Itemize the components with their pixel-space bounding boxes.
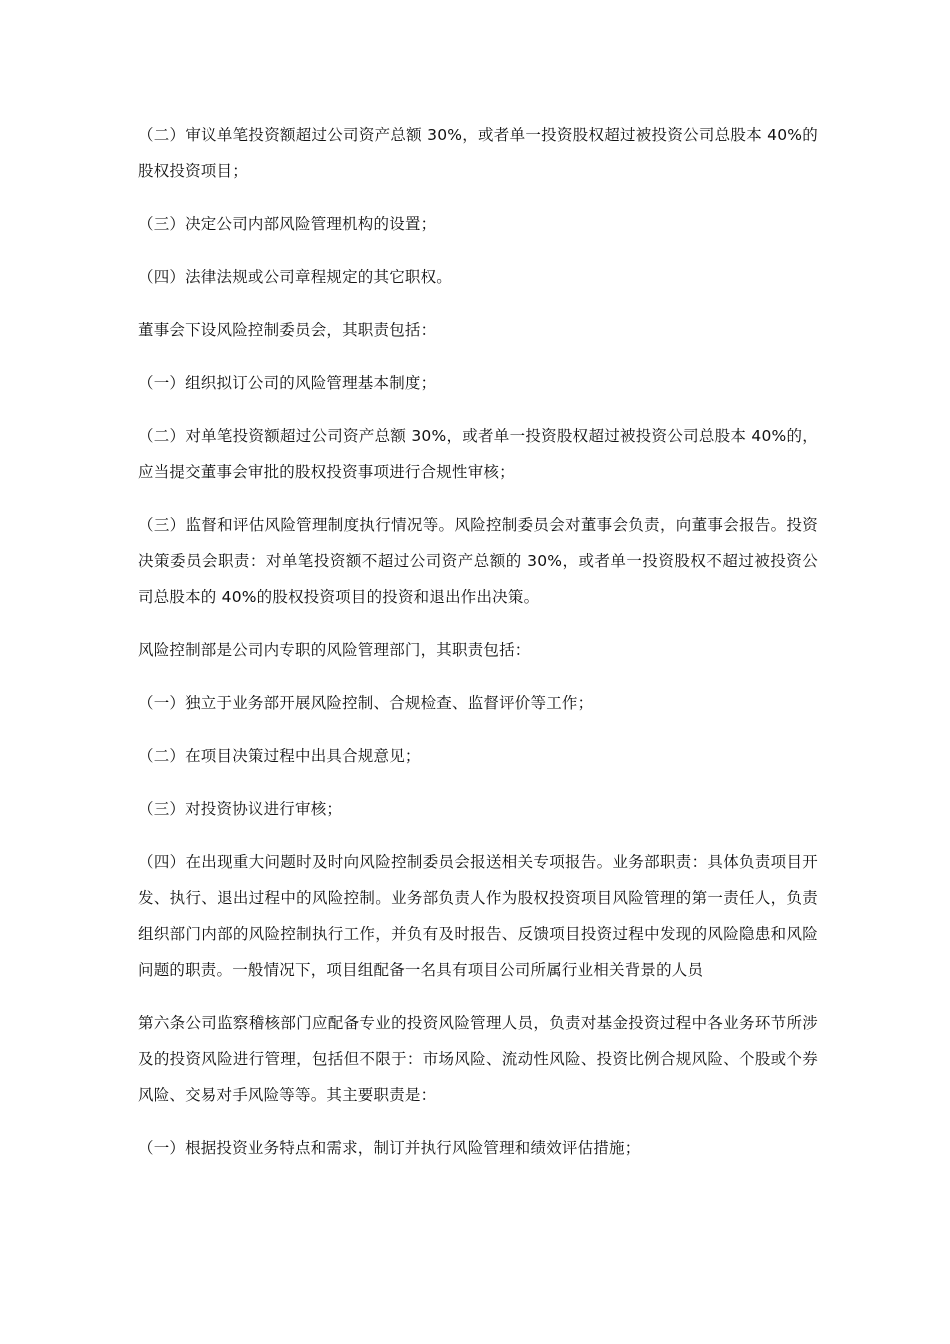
- paragraph-article-6-item-1: （一）根据投资业务特点和需求，制订并执行风险管理和绩效评估措施；: [138, 1139, 641, 1157]
- document-body: [138, 117, 818, 1183]
- paragraph-risk-department-item-4: （四）在出现重大问题时及时向风险控制委员会报送相关专项报告。业务部职责：具体负责项目开发、执行、退出过程中的风险控制。业务部负责人作为股权投资项目风险管理的第一责任人，负责组织部门内部的风险控制执行工作，并负有及时报告、反馈项目投资过程中发现的风险隐患和风险问题的职责。一般情况下，项目组配备一名具有项目公司所属行业相关背景的人员: [138, 853, 818, 979]
- paragraph-board-approval-item-3: （三）决定公司内部风险管理机构的设置；: [138, 215, 437, 233]
- paragraph-risk-department-intro: 风险控制部是公司内专职的风险管理部门，其职责包括：: [138, 641, 531, 659]
- paragraph-risk-committee-item-2: （二）对单笔投资额超过公司资产总额 30%，或者单一投资股权超过被投资公司总股本 40%的，应当提交董事会审批的股权投资事项进行合规性审核；: [138, 427, 818, 481]
- paragraph-risk-department-item-1: （一）独立于业务部开展风险控制、合规检查、监督评价等工作；: [138, 694, 594, 712]
- paragraph-risk-committee-intro: 董事会下设风险控制委员会，其职责包括：: [138, 321, 437, 339]
- paragraph-board-approval-item-2: （二）审议单笔投资额超过公司资产总额 30%，或者单一投资股权超过被投资公司总股本 40%的股权投资项目；: [138, 126, 818, 180]
- paragraph-board-approval-item-4: （四）法律法规或公司章程规定的其它职权。: [138, 268, 453, 286]
- paragraph-risk-department-item-2: （二）在项目决策过程中出具合规意见；: [138, 747, 421, 765]
- paragraph-risk-committee-item-1: （一）组织拟订公司的风险管理基本制度；: [138, 374, 437, 392]
- paragraph-risk-department-item-3: （三）对投资协议进行审核；: [138, 800, 343, 818]
- paragraph-article-6: 第六条公司监察稽核部门应配备专业的投资风险管理人员，负责对基金投资过程中各业务环节所涉及的投资风险进行管理，包括但不限于：市场风险、流动性风险、投资比例合规风险、个股或个券风险、交易对手风险等等。其主要职责是：: [138, 1014, 818, 1104]
- paragraph-risk-committee-item-3: （三）监督和评估风险管理制度执行情况等。风险控制委员会对董事会负责，向董事会报告。投资决策委员会职责：对单笔投资额不超过公司资产总额的 30%，或者单一投资股权不超过被投资公司总股本的 40%的股权投资项目的投资和退出作出决策。: [138, 516, 818, 606]
